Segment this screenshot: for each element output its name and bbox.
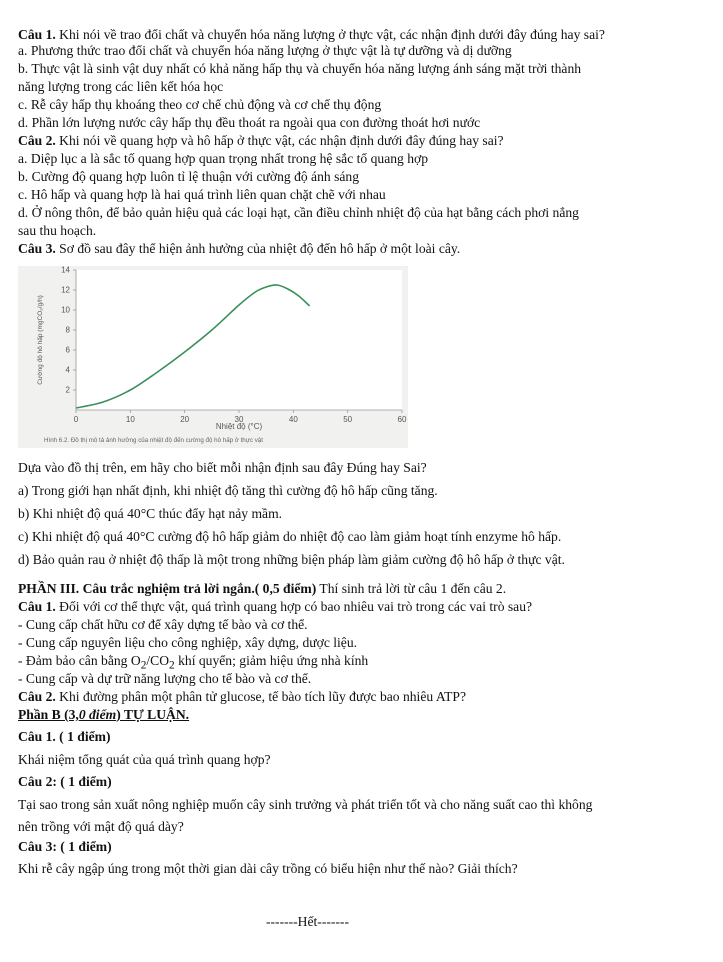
pb-q1-text: Khái niệm tổng quát của quá trình quang hợp? xyxy=(18,752,271,767)
p3-q1-item-3 xyxy=(18,654,368,672)
x-tick-label: 10 xyxy=(125,415,135,424)
q1-option-b-line1: b. Thực vật là sinh vật duy nhất có khả năng hấp thụ và chuyển hóa năng lượng ánh sáng mặt trời thành xyxy=(18,61,582,76)
partB-title-part: ) TỰ LUẬN. xyxy=(116,707,190,722)
q3-intro: Dựa vào đồ thị trên, em hãy cho biết mỗi nhận định sau đây Đúng hay Sai? xyxy=(18,460,427,475)
q2-option-a: a. Diệp lục a là sắc tố quang hợp quan trọng nhất trong hệ sắc tố quang hợp xyxy=(18,151,428,166)
respiration-chart xyxy=(18,266,408,448)
x-tick-label: 0 xyxy=(73,415,79,424)
pb-q2-text-line1: Tại sao trong sản xuất nông nghiệp muốn cây sinh trưởng và phát triển tốt và cho năng suất cao thì không xyxy=(18,797,593,812)
pb-q3-label-text: Câu 3: ( 1 điểm) xyxy=(18,839,112,854)
q1-option-a: a. Phương thức trao đổi chất và chuyển hóa năng lượng ở thực vật là tự dưỡng và dị dưỡng xyxy=(18,43,512,58)
p3-q2-text: Khi đường phân một phân tử glucose, tế bào tích lũy được bao nhiêu ATP? xyxy=(55,689,467,704)
q3-text: Sơ đồ sau đây thể hiện ảnh hưởng của nhiệt độ đến hô hấp ở một loài cây. xyxy=(55,241,461,256)
q3-option-d: d) Bảo quản rau ở nhiệt độ thấp là một trong những biện pháp làm giảm cường độ hô hấp ở thực vật. xyxy=(18,552,565,567)
q3-option-a: a) Trong giới hạn nhất định, khi nhiệt độ tăng thì cường độ hô hấp cũng tăng. xyxy=(18,483,438,498)
pb-q2-label xyxy=(18,775,112,789)
q1-stem xyxy=(18,28,605,42)
part3-heading xyxy=(18,582,506,596)
partB-title-part: 0 điểm xyxy=(78,707,117,722)
partB-title-part: Phần B (3, xyxy=(18,707,79,722)
y-axis-label: Cường độ hô hấp (mgCO₂/g/h) xyxy=(37,295,44,385)
p3-q2-stem xyxy=(18,690,466,704)
p3-q1-label: Câu 1. xyxy=(18,599,56,614)
x-tick-label: 60 xyxy=(397,415,407,424)
partB-heading xyxy=(18,708,189,722)
q2-option-d-line1: d. Ở nông thôn, để bảo quản hiệu quả các loại hạt, cần điều chỉnh nhiệt độ của hạt bằng cách phơi nắng xyxy=(18,205,579,220)
q2-text: Khi nói về quang hợp và hô hấp ở thực vật, các nhận định dưới đây đúng hay sai? xyxy=(55,133,504,148)
q2-label: Câu 2. xyxy=(18,133,56,148)
q3-label: Câu 3. xyxy=(18,241,56,256)
pb-q1-label xyxy=(18,730,111,744)
plot-area xyxy=(76,270,402,410)
y-tick-label: 12 xyxy=(61,285,70,295)
p3-q1-stem xyxy=(18,600,532,614)
part3-instruction: Thí sinh trả lời từ câu 1 đến câu 2. xyxy=(316,581,507,596)
pb-q2-text-line2: nên trồng với mật độ quá dày? xyxy=(18,819,184,834)
q1-option-c: c. Rễ cây hấp thụ khoáng theo cơ chế chủ động và cơ chế thụ động xyxy=(18,97,382,112)
pb-q3-text: Khi rễ cây ngập úng trong một thời gian dài cây trồng có biểu hiện như thế nào? Giải thích? xyxy=(18,861,518,876)
pb-q2-label-text: Câu 2: ( 1 điểm) xyxy=(18,774,112,789)
y-tick-label: 4 xyxy=(65,365,70,375)
q1-option-d: d. Phần lớn lượng nước cây hấp thụ đều thoát ra ngoài qua con đường thoát hơi nước xyxy=(18,115,481,130)
p3-q1-text: Đối với cơ thể thực vật, quá trình quang hợp có bao nhiêu vai trò trong các vai trò sau? xyxy=(55,599,533,614)
p3-q1-item-4: - Cung cấp và dự trữ năng lượng cho tế bào và cơ thể. xyxy=(18,671,312,686)
y-tick-label: 6 xyxy=(65,345,70,355)
q1-text: Khi nói về trao đổi chất và chuyển hóa năng lượng ở thực vật, các nhận định dưới đây đúng hay sai? xyxy=(55,27,605,42)
y-tick-label: 8 xyxy=(65,325,70,335)
p3-q2-label: Câu 2. xyxy=(18,689,56,704)
q2-option-d-line2: sau thu hoạch. xyxy=(18,223,97,238)
p3-q1-item-3-part: khí quyển; giảm hiệu ứng nhà kính xyxy=(174,653,369,668)
x-tick-label: 30 xyxy=(234,415,244,424)
q3-stem xyxy=(18,242,460,256)
q3-option-b: b) Khi nhiệt độ quá 40°C thúc đẩy hạt nảy mầm. xyxy=(18,506,283,521)
pb-q3-label xyxy=(18,840,112,854)
x-tick-label: 40 xyxy=(288,415,298,424)
y-tick-label: 14 xyxy=(61,266,70,275)
q3-option-c: c) Khi nhiệt độ quá 40°C cường độ hô hấp giảm do nhiệt độ cao làm giảm hoạt tính enzyme hô hấp. xyxy=(18,529,562,544)
respiration-temperature-figure xyxy=(18,266,408,448)
y-tick-label: 2 xyxy=(65,385,70,395)
q1-label: Câu 1. xyxy=(18,27,56,42)
y-tick-label: 10 xyxy=(61,305,70,315)
figure-caption: Hình 6.2. Đồ thị mô tả ảnh hưởng của nhiệt độ đến cường độ hô hấp ở thực vật xyxy=(44,437,263,444)
part3-title: PHẦN III. Câu trắc nghiệm trả lời ngắn.( 0,5 điểm) xyxy=(18,581,317,596)
end-marker: -------Hết------- xyxy=(265,914,349,929)
subscript: 2 xyxy=(169,659,175,672)
pb-q1-label-text: Câu 1. ( 1 điểm) xyxy=(18,729,111,744)
q1-option-b-line2: năng lượng trong các liên kết hóa học xyxy=(18,79,224,94)
p3-q1-item-2: - Cung cấp nguyên liệu cho công nghiệp, xây dựng, dược liệu. xyxy=(18,635,358,650)
x-tick-label: 20 xyxy=(180,415,190,424)
subscript: 2 xyxy=(140,659,147,672)
p3-q1-item-3-part: /CO xyxy=(146,653,170,668)
p3-q1-item-3-part: - Đảm bảo cân bằng O xyxy=(18,653,141,668)
q2-option-c: c. Hô hấp và quang hợp là hai quá trình liên quan chặt chẽ với nhau xyxy=(18,187,386,202)
x-axis-label: Nhiệt độ (°C) xyxy=(215,422,263,431)
q2-option-b: b. Cường độ quang hợp luôn tỉ lệ thuận với cường độ ánh sáng xyxy=(18,169,360,184)
q2-stem xyxy=(18,134,504,148)
p3-q1-item-1: - Cung cấp chất hữu cơ để xây dựng tế bào và cơ thể. xyxy=(18,617,308,632)
x-tick-label: 50 xyxy=(343,415,353,424)
